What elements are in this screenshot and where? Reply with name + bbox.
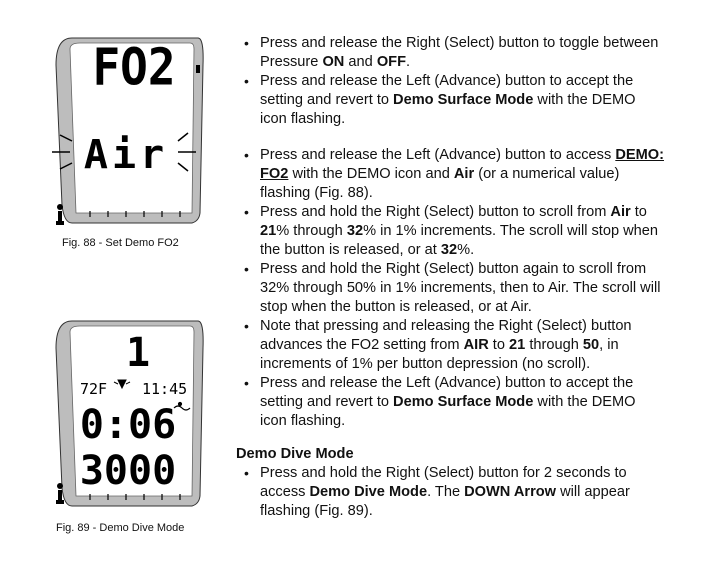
- bullet-item: • Press and hold the Right (Select) button again to scroll from 32% through 50% in 1% increments, then to Air. The scroll will stop when the button is released, or at Air.: [236, 260, 666, 317]
- lcd-text-air: Air: [83, 132, 169, 178]
- emphasis-text: 50: [582, 337, 600, 353]
- emphasis-text: Demo Surface Mode: [393, 394, 534, 410]
- lcd-text-dive-time: 0:06: [79, 402, 177, 448]
- figure-88: [46, 35, 206, 235]
- emphasis-text: 32: [346, 223, 364, 239]
- figure-89-caption: Fig. 89 - Demo Dive Mode: [56, 522, 185, 534]
- figure-89: [46, 318, 206, 514]
- section-heading-demo-dive: Demo Dive Mode: [236, 446, 354, 462]
- bullet-list-pressure: [236, 34, 666, 129]
- lcd-text-depth: 1: [125, 330, 151, 376]
- lcd-text-time: 11:45: [142, 380, 188, 398]
- emphasis-text: ON: [322, 54, 345, 70]
- bullet-list-demo-dive: [236, 464, 666, 521]
- emphasis-text: 21: [260, 223, 277, 239]
- bullet-item: • Press and hold the Right (Select) button to scroll from Air to 21% through 32% in 1% increments. The scroll will stop when the button is released, or at 32%.: [236, 203, 666, 260]
- diver-icon: [56, 204, 64, 225]
- emphasis-text: Air: [453, 166, 475, 182]
- bullet-item: • Press and release the Left (Advance) button to access DEMO: FO2 with the DEMO icon and Air (or a numerical value) flashing (Fig. 88).: [236, 146, 666, 203]
- emphasis-text: AIR: [463, 337, 489, 353]
- lcd-display-dive: [46, 318, 206, 514]
- emphasis-text: DEMO: FO2: [260, 147, 664, 182]
- emphasis-text: OFF: [376, 54, 406, 70]
- emphasis-text: Demo Dive Mode: [309, 484, 428, 500]
- figure-88-caption: Fig. 88 - Set Demo FO2: [62, 237, 179, 249]
- lcd-text-temp: 72F: [80, 380, 108, 398]
- bullet-item: • Press and release the Right (Select) button to toggle between Pressure ON and OFF.: [236, 34, 666, 72]
- bullet-item: • Press and hold the Right (Select) button for 2 seconds to access Demo Dive Mode. The DOWN Arrow will appear flashing (Fig. 89).: [236, 464, 666, 521]
- emphasis-text: DOWN Arrow: [464, 484, 557, 500]
- lcd-display-fo2: [46, 35, 206, 235]
- lcd-text-pressure: 3000: [79, 448, 177, 494]
- bullet-list-fo2: [236, 146, 666, 431]
- emphasis-text: 21: [509, 337, 526, 353]
- bullet-item: • Press and release the Left (Advance) button to accept the setting and revert to Demo Surface Mode with the DEMO icon flashing.: [236, 72, 666, 129]
- bullet-item: • Note that pressing and releasing the Right (Select) button advances the FO2 setting from AIR to 21 through 50, in increments of 1% per button depression (no scroll).: [236, 317, 666, 374]
- emphasis-text: Air: [610, 204, 631, 220]
- bullet-item: • Press and release the Left (Advance) button to accept the setting and revert to Demo Surface Mode with the DEMO icon flashing.: [236, 374, 666, 431]
- emphasis-text: 32: [440, 242, 458, 258]
- instructions-column: [236, 34, 666, 521]
- emphasis-text: Demo Surface Mode: [393, 92, 534, 108]
- lcd-text-fo2: FO2: [92, 38, 176, 98]
